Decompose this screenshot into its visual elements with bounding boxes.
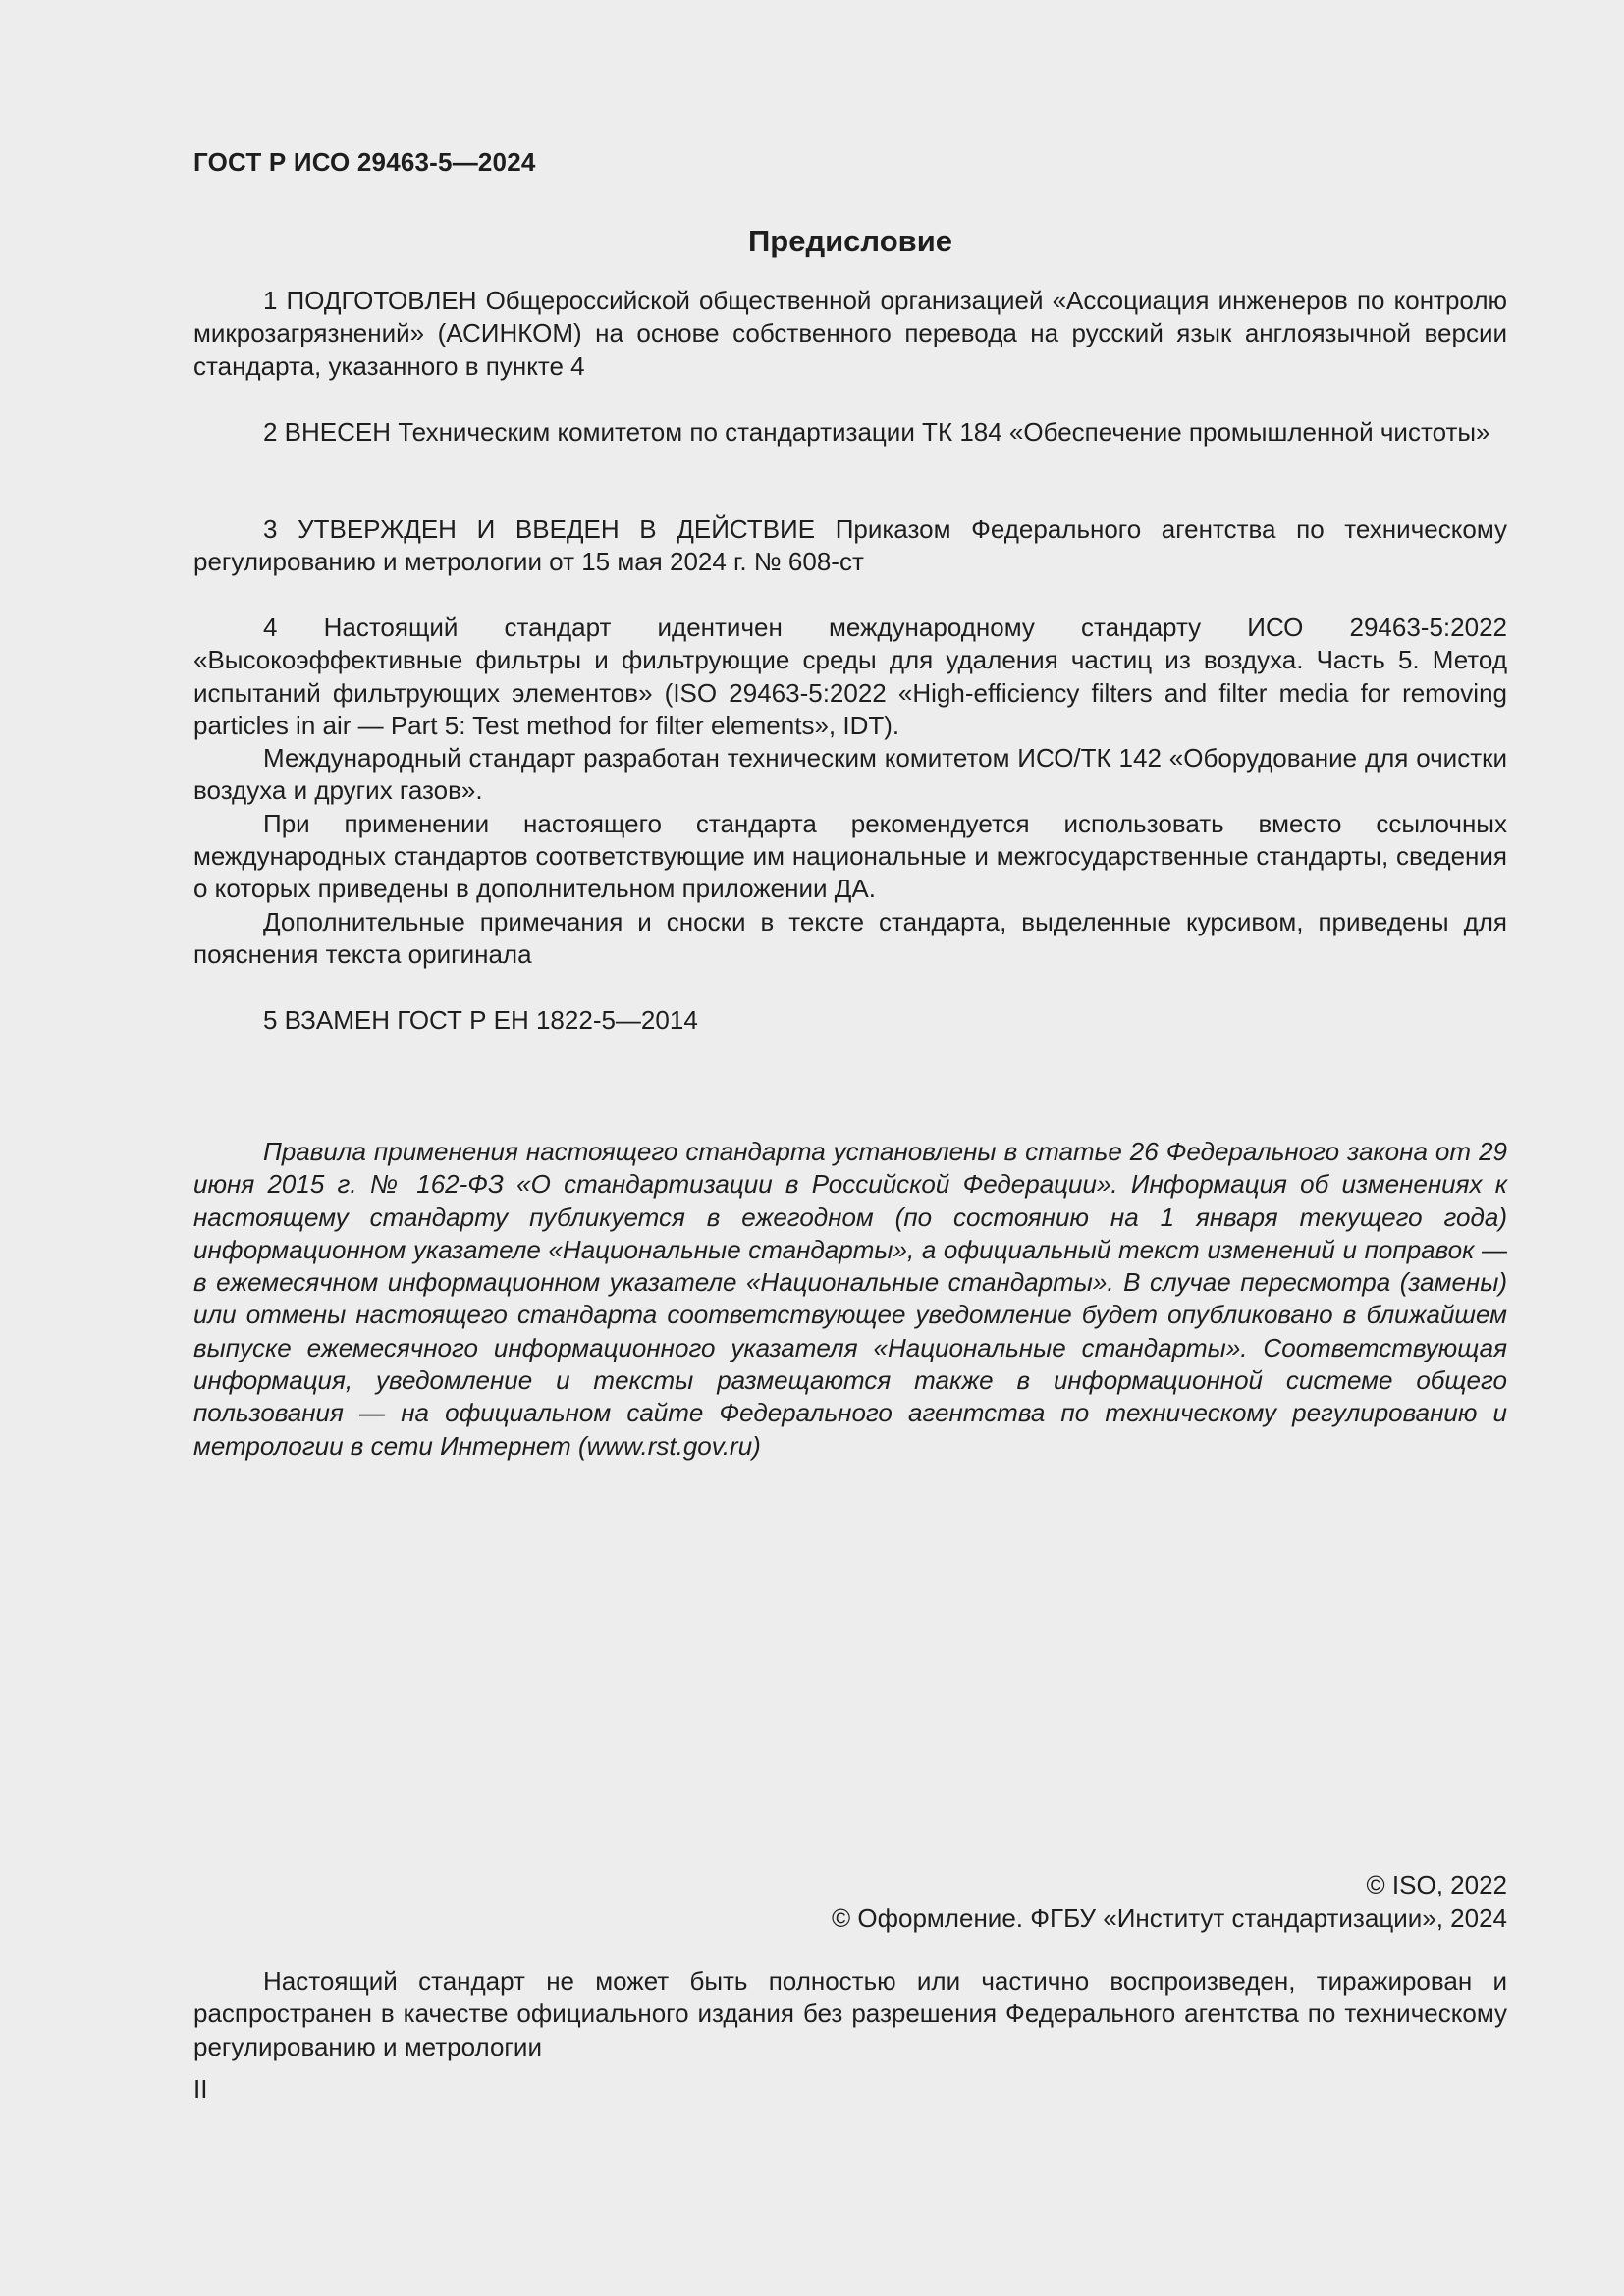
design-copyright: © Оформление. ФГБУ «Институт стандартизации», 2024 [832, 1903, 1507, 1933]
reproduction-notice [193, 1965, 1507, 2063]
foreword-item-4-paragraph-2: Международный стандарт разработан техническим комитетом ИСО/ТК 142 «Оборудование для очистки воздуха и других газов». [193, 743, 1507, 806]
page-title: Предисловие [747, 224, 952, 258]
reproduction-notice-text: Настоящий стандарт не может быть полностью или частично воспроизведен, тиражирован и распространен в качестве официального издания без разрешения Федерального агентства по техническому регулированию и метрологии [193, 1966, 1507, 2061]
copyright-block [832, 1868, 1507, 1935]
foreword-item-4-paragraph-3: При применении настоящего стандарта рекомендуется использовать вместо ссылочных международных стандартов соответствующие им национальные и межгосударственные стандарты, сведения о которых приведены в дополнительном приложении ДА. [193, 808, 1507, 904]
foreword-item-4-paragraph-4: Дополнительные примечания и сноски в тексте стандарта, выделенные курсивом, приведены для пояснения текста оригинала [193, 906, 1507, 969]
application-rules-block [193, 1136, 1507, 1463]
application-rules-text: Правила применения настоящего стандарта установлены в статье 26 Федерального закона от 29 июня 2015 г. № 162-ФЗ «О стандартизации в Российской Федерации». Информация об изменениях к настоящему стандарту публикуется в ежегодном (по состоянию на 1 января текущего года) информационном указателе «Национальные стандарты», а официальный текст изменений и поправок — в ежемесячном информационном указателе «Национальные стандарты». В случае пересмотра (замены) или отмены настоящего стандарта соответствующее уведомление будет опубликовано в ближайшем выпуске ежемесячного информационного указателя «Национальные стандарты». Соответствующая информация, уведомление и тексты размещаются также в информационной системе общего пользования — на официальном сайте Федерального агентства по техническому регулированию и метрологии в сети Интернет (www.rst.gov.ru) [193, 1137, 1507, 1461]
foreword-item-1 [193, 285, 1507, 383]
foreword-item-5 [193, 1004, 1507, 1037]
iso-copyright: © ISO, 2022 [1366, 1870, 1507, 1899]
foreword-item-3 [193, 513, 1507, 579]
foreword-item-4-paragraph-1: 4 Настоящий стандарт идентичен международному стандарту ИСО 29463-5:2022 «Высокоэффективные фильтры и фильтрующие среды для удаления частиц из воздуха. Часть 5. Метод испытаний фильтрующих элементов» (ISO 29463-5:2022 «High-efficiency filters and filter media for removing particles in air — Part 5: Test method for filter elements», IDT). [193, 613, 1507, 740]
foreword-item-3-text: 3 УТВЕРЖДЕН И ВВЕДЕН В ДЕЙСТВИЕ Приказом Федерального агентства по техническому регулированию и метрологии от 15 мая 2024 г. № 608-ст [193, 514, 1507, 577]
foreword-item-2 [193, 416, 1507, 449]
foreword-item-5-text: 5 ВЗАМЕН ГОСТ Р ЕН 1822-5—2014 [263, 1005, 698, 1035]
document-page [193, 0, 1507, 2296]
document-code-header: ГОСТ Р ИСО 29463-5—2024 [193, 147, 536, 177]
foreword-item-2-text: 2 ВНЕСЕН Техническим комитетом по стандартизации ТК 184 «Обеспечение промышленной чистоты» [263, 417, 1490, 447]
foreword-item-1-text: 1 ПОДГОТОВЛЕН Общероссийской общественной организацией «Ассоциация инженеров по контролю микрозагрязнений» (АСИНКОМ) на основе собственного перевода на русский язык англоязычной версии стандарта, указанного в пункте 4 [193, 286, 1507, 381]
foreword-item-4 [193, 612, 1507, 971]
page-number: II [193, 2074, 208, 2104]
